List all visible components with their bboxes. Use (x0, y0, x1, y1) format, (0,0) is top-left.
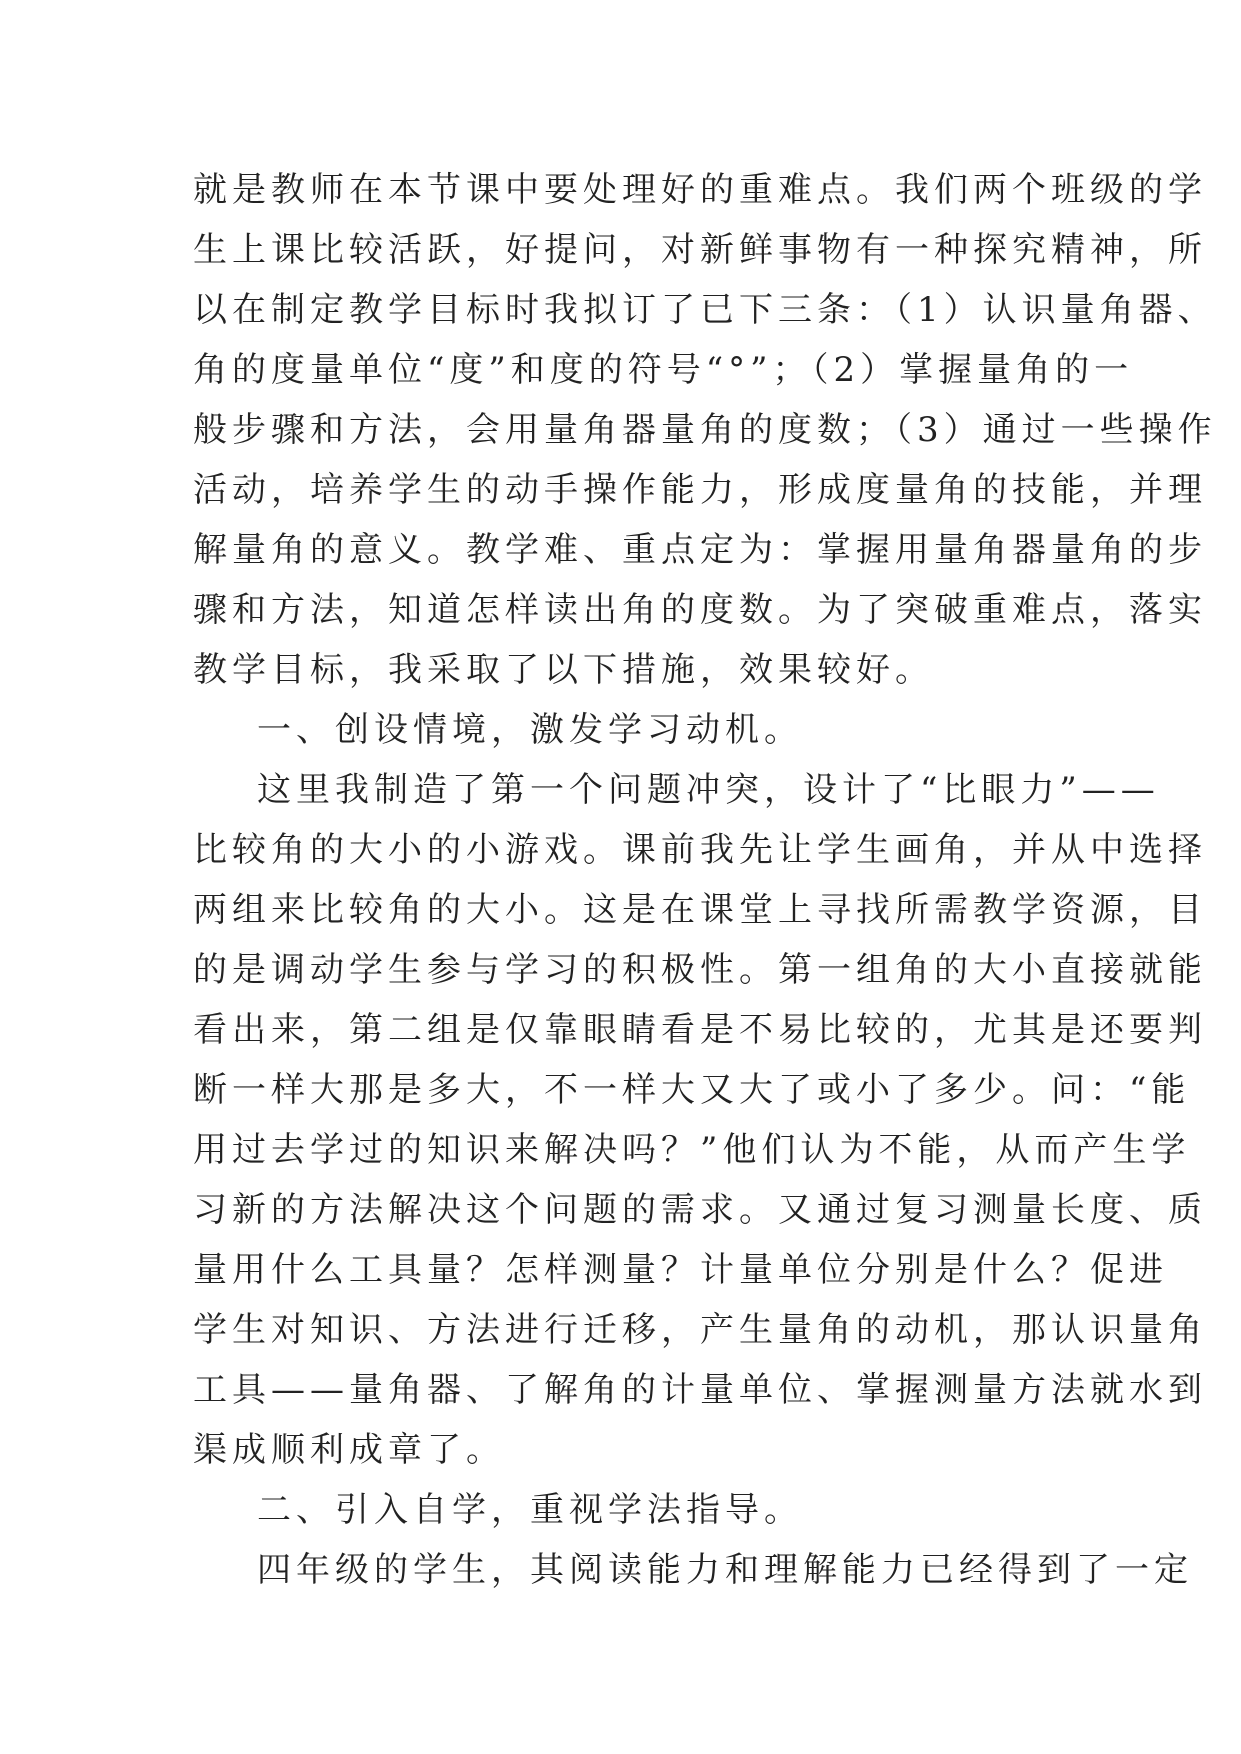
text-line: 教学目标，我采取了以下措施，效果较好。 (193, 650, 934, 690)
text-line: 断一样大那是多大，不一样大又大了或小了多少。问：“能 (193, 1070, 1191, 1110)
text-line: 用过去学过的知识来解决吗？”他们认为不能，从而产生学 (193, 1130, 1191, 1170)
text-line: 学生对知识、方法进行迁移，产生量角的动机，那认识量角 (193, 1310, 1207, 1350)
text-line: 以在制定教学目标时我拟订了已下三条：（1）认识量角器、 (193, 290, 1217, 330)
text-line: 习新的方法解决这个问题的需求。又通过复习测量长度、质 (193, 1190, 1207, 1230)
text-line: 两组来比较角的大小。这是在课堂上寻找所需教学资源，目 (193, 890, 1207, 930)
text-line: 量用什么工具量？怎样测量？计量单位分别是什么？促进 (193, 1250, 1168, 1290)
text-line: 般步骤和方法，会用量角器量角的度数；（3）通过一些操作 (193, 410, 1217, 450)
text-line: 生上课比较活跃，好提问，对新鲜事物有一种探究精神，所 (193, 230, 1207, 270)
text-line: 就是教师在本节课中要处理好的重难点。我们两个班级的学 (193, 170, 1207, 210)
text-line: 工具——量角器、了解角的计量单位、掌握测量方法就水到 (193, 1370, 1207, 1410)
text-line: 看出来，第二组是仅靠眼睛看是不易比较的，尤其是还要判 (193, 1010, 1207, 1050)
body-text (193, 160, 1217, 1600)
text-line: 骤和方法，知道怎样读出角的度数。为了突破重难点，落实 (193, 590, 1207, 630)
text-line: 的是调动学生参与学习的积极性。第一组角的大小直接就能 (193, 950, 1207, 990)
text-line: 解量角的意义。教学难、重点定为：掌握用量角器量角的步 (193, 530, 1207, 570)
text-line: 渠成顺利成章了。 (193, 1430, 505, 1470)
text-line: 角的度量单位“度”和度的符号“°”；（2）掌握量角的一 (193, 350, 1134, 390)
text-line: 一、创设情境，激发学习动机。 (257, 710, 803, 750)
text-line: 二、引入自学，重视学法指导。 (257, 1490, 803, 1530)
text-line: 活动，培养学生的动手操作能力，形成度量角的技能，并理 (193, 470, 1207, 510)
text-line: 这里我制造了第一个问题冲突，设计了“比眼力”—— (257, 770, 1160, 810)
text-line: 四年级的学生，其阅读能力和理解能力已经得到了一定 (257, 1550, 1193, 1590)
text-line: 比较角的大小的小游戏。课前我先让学生画角，并从中选择 (193, 830, 1207, 870)
